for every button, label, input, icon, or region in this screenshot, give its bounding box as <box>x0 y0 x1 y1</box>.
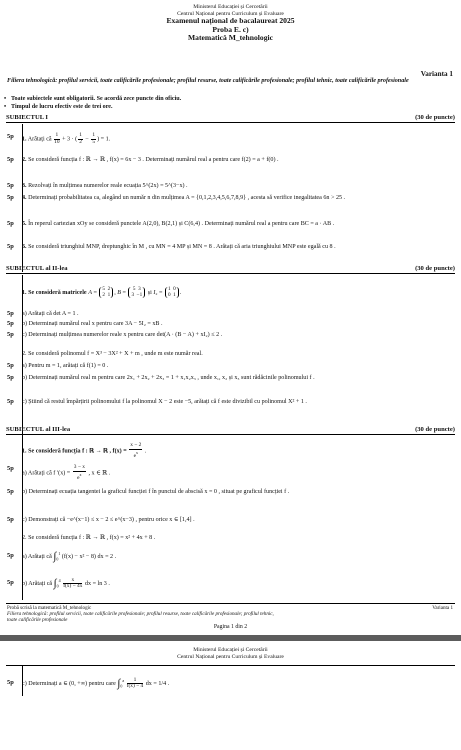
footer-left: Probă scrisă la matematică M_tehnologic Filiera tehnologică: profilul servicii, toate calificările profesionale; profilul resurse, toate calificările profesionale; profilul tehnic, toate calificările profesionale <box>7 605 274 623</box>
section-1-header <box>6 113 455 123</box>
section-2-header <box>6 264 455 274</box>
s3-intro-1: 1. Se consideră funcția f : ℝ → ℝ , f(x) = $\frac{x - 2}{e^x}$ . <box>22 442 147 459</box>
s3-item-2b: 5p b) Arătați că $\int_0^4$ $\frac{x}{f(x) - 4x}$ dx = ln 3 . <box>7 576 110 590</box>
subject-title: Matematică M_tehnologic <box>188 33 273 43</box>
section-3-points: (30 de puncte) <box>415 426 455 433</box>
section-1-title: SUBIECTUL I <box>6 114 48 121</box>
integral-sign: ∫ <box>53 550 57 563</box>
s3-item-2c: 5p c) Determinați a ∈ (0, +∞) pentru care $\int_0^a$ $\frac{1}{f(x) - 4}$ dx = 1/4 . <box>7 676 170 690</box>
integral-sign: ∫ <box>53 577 57 590</box>
ministry-name-2: Ministerul Educației și Cercetării <box>193 647 268 653</box>
s3-item-2a: 5p a) Arătați că $\int_0^1$ (f(x) − x² − 8) dx = 2 . <box>7 550 117 563</box>
footer-right: Varianta 1 <box>432 605 453 611</box>
rule-1: • Toate subiectele sunt obligatorii. Se acordă zece puncte din oficiu. <box>11 96 181 103</box>
center-name-2: Centrul Național pentru Curriculum și Evaluare <box>177 653 284 660</box>
filiera-text: Filiera tehnologică: profilul servicii, toate calificările profesionale; profilul resurse, toate calificările profesionale; profilul tehnic, toate calificările profesionale <box>7 78 409 84</box>
s1-item-2: 5p 2. Se consideră funcția f : ℝ → ℝ , f(x) = 6x − 3 . Determinați numărul real a pentru care f(2) = a + f(0) . <box>7 156 279 163</box>
exam-title: Examenul național de bacalaureat 2025 <box>166 16 295 25</box>
page-number: Pagina 1 din 2 <box>213 624 248 630</box>
rule-2: • Timpul de lucru efectiv este de trei ore. <box>11 104 113 111</box>
s2-intro-1: 1. Se consideră matricele A = 5 2 2 1 , B = 5 3 3 −1 și I₂ = 1 0 0 1 . <box>22 286 182 298</box>
s1-item-1: 5p 1. Arătați că $\frac{1}{10}$ + 3 · ( $\frac{1}{2}$ − $\frac{1}{5}$ ) = 1. <box>7 132 111 145</box>
page-1: Ministerul Educației și Cercetării Centrul Național pentru Curriculum și Evaluare Examenul național de bacalaureat 2025 Proba E. c) Matematică M_tehnologic Varianta 1 Filiera tehnologică: profilul servicii, toate calificările profesionale; profilul resurse, toate calificările profesionale; profilul tehnic, toate calificările profesionale • Toate subiectele sunt obligatorii. Se acordă zece puncte din oficiu. • Timpul de lucru efectiv este de trei ore. SUBIECTUL I (30 de puncte) 5p 1. Arătați că $\frac{1}{10}$ + 3 · ( $\frac{1}{2}$ − $\frac{1}{5}$ ) = 1. 5p 2. Se consideră funcția f : ℝ → ℝ , f(x) = 6x − 3 . Determinați numărul real a pentru care f(2) = a + f(0) . 5p 3. Rezolvați în mulțimea numerelor reale ecuația 5^(2x) = 5^(3−x) . 5p 4. Determinați probabilitatea ca, alegând un număr n din mulțimea A = {0,1,2,3,4,5,6,7,8,9} , acesta să verifice inegalitatea 6n > 25 . 5p 5. În reperul cartezian xOy se consideră punctele A(2,0), B(2,1) și C(6,4) . Determinați numărul real a pentru care BC = a · AB . 5p 6. Se consideră triunghiul MNP, dreptunghic în M , cu MN = 4 MP și MN = 8 . Arătați că aria triunghiului MNP este egală cu 8 . SUBIECTUL al II-lea (30 de puncte) 1. Se consideră matricele A = 5 2 2 1 , B = 5 3 3 −1 și I₂ = 1 0 0 1 . 5p a) Arătați că det A = 1 . 5p b) Determinați numărul real x pentru care 3A − 5I₂ = xB . 5p c) Determinați mulțimea numerelor reale x pentru care det(A · (B − A) + xI₂) ≤ 2 . 2. Se consideră polinomul f = X³ − 3X² + X + m , unde m este număr real. 5p a) Pentru m = 1, arătați că f(1) = 0 . 5p b) Determinați numărul real m pentru care 2x₁ + 2x₂ + 2x₃ = 1 + x₁x₂x₃ , unde x₁, x₂ și x₃ sunt rădăcinile polinomului f . 5p c) Știind că restul împărțirii polinomului f la polinomul X − 2 este −5, arătați că f este divizibil cu polinomul X² + 1 . SUBIECTUL al III-lea (30 de puncte) 1. Se consideră funcția f : ℝ → ℝ , f(x) = $\frac{x - 2}{e^x}$ . 5p a) Arătați că f ′(x) = $\frac{3 - x}{e^x}$ , x ∈ ℝ . 5p b) Determinați ecuația tangentei la graficul funcției f în punctul de abscisă x = 0 , situat pe graficul funcției f . 5p c) Demonstrați că −e^(x−1) ≤ x − 2 ≤ e^(x−3) , pentru orice x ∈ [1,4] . 2. Se consideră funcția f : ℝ → ℝ , f(x) = x² + 4x + 8 . 5p a) Arătați că $\int_0^1$ (f(x) − x² − 8) dx = 2 . 5p b) Arătați că $\int_0^4$ $\frac{x}{f(x) - 4x}$ dx = ln 3 . Probă scrisă la matematică M_tehnologic Filiera tehnologică: profilul servicii, toate calificările profesionale; profilul resurse, toate calificările profesionale; profilul tehnic, toate calificările profesionale Varianta 1 Pagina 1 din 2 <box>0 0 461 635</box>
integral-sign: ∫ <box>117 677 121 690</box>
s3-item-1a: 5p a) Arătați că f ′(x) = $\frac{3 - x}{e^x}$ , x ∈ ℝ . <box>7 464 111 481</box>
proba-title: Proba E. c) <box>212 24 249 34</box>
varianta-label: Varianta 1 <box>420 70 453 78</box>
section-2-title: SUBIECTUL al II-lea <box>6 265 68 272</box>
section-1-points: (30 de puncte) <box>415 114 455 121</box>
section-2-points: (30 de puncte) <box>415 265 455 272</box>
section-3-title: SUBIECTUL al III-lea <box>6 426 71 433</box>
section-3-header <box>6 425 455 435</box>
page-2 <box>0 641 461 750</box>
ministry-name: Ministerul Educației și Cercetării <box>193 4 268 10</box>
center-name: Centrul Național pentru Curriculum și Evaluare <box>177 10 284 17</box>
